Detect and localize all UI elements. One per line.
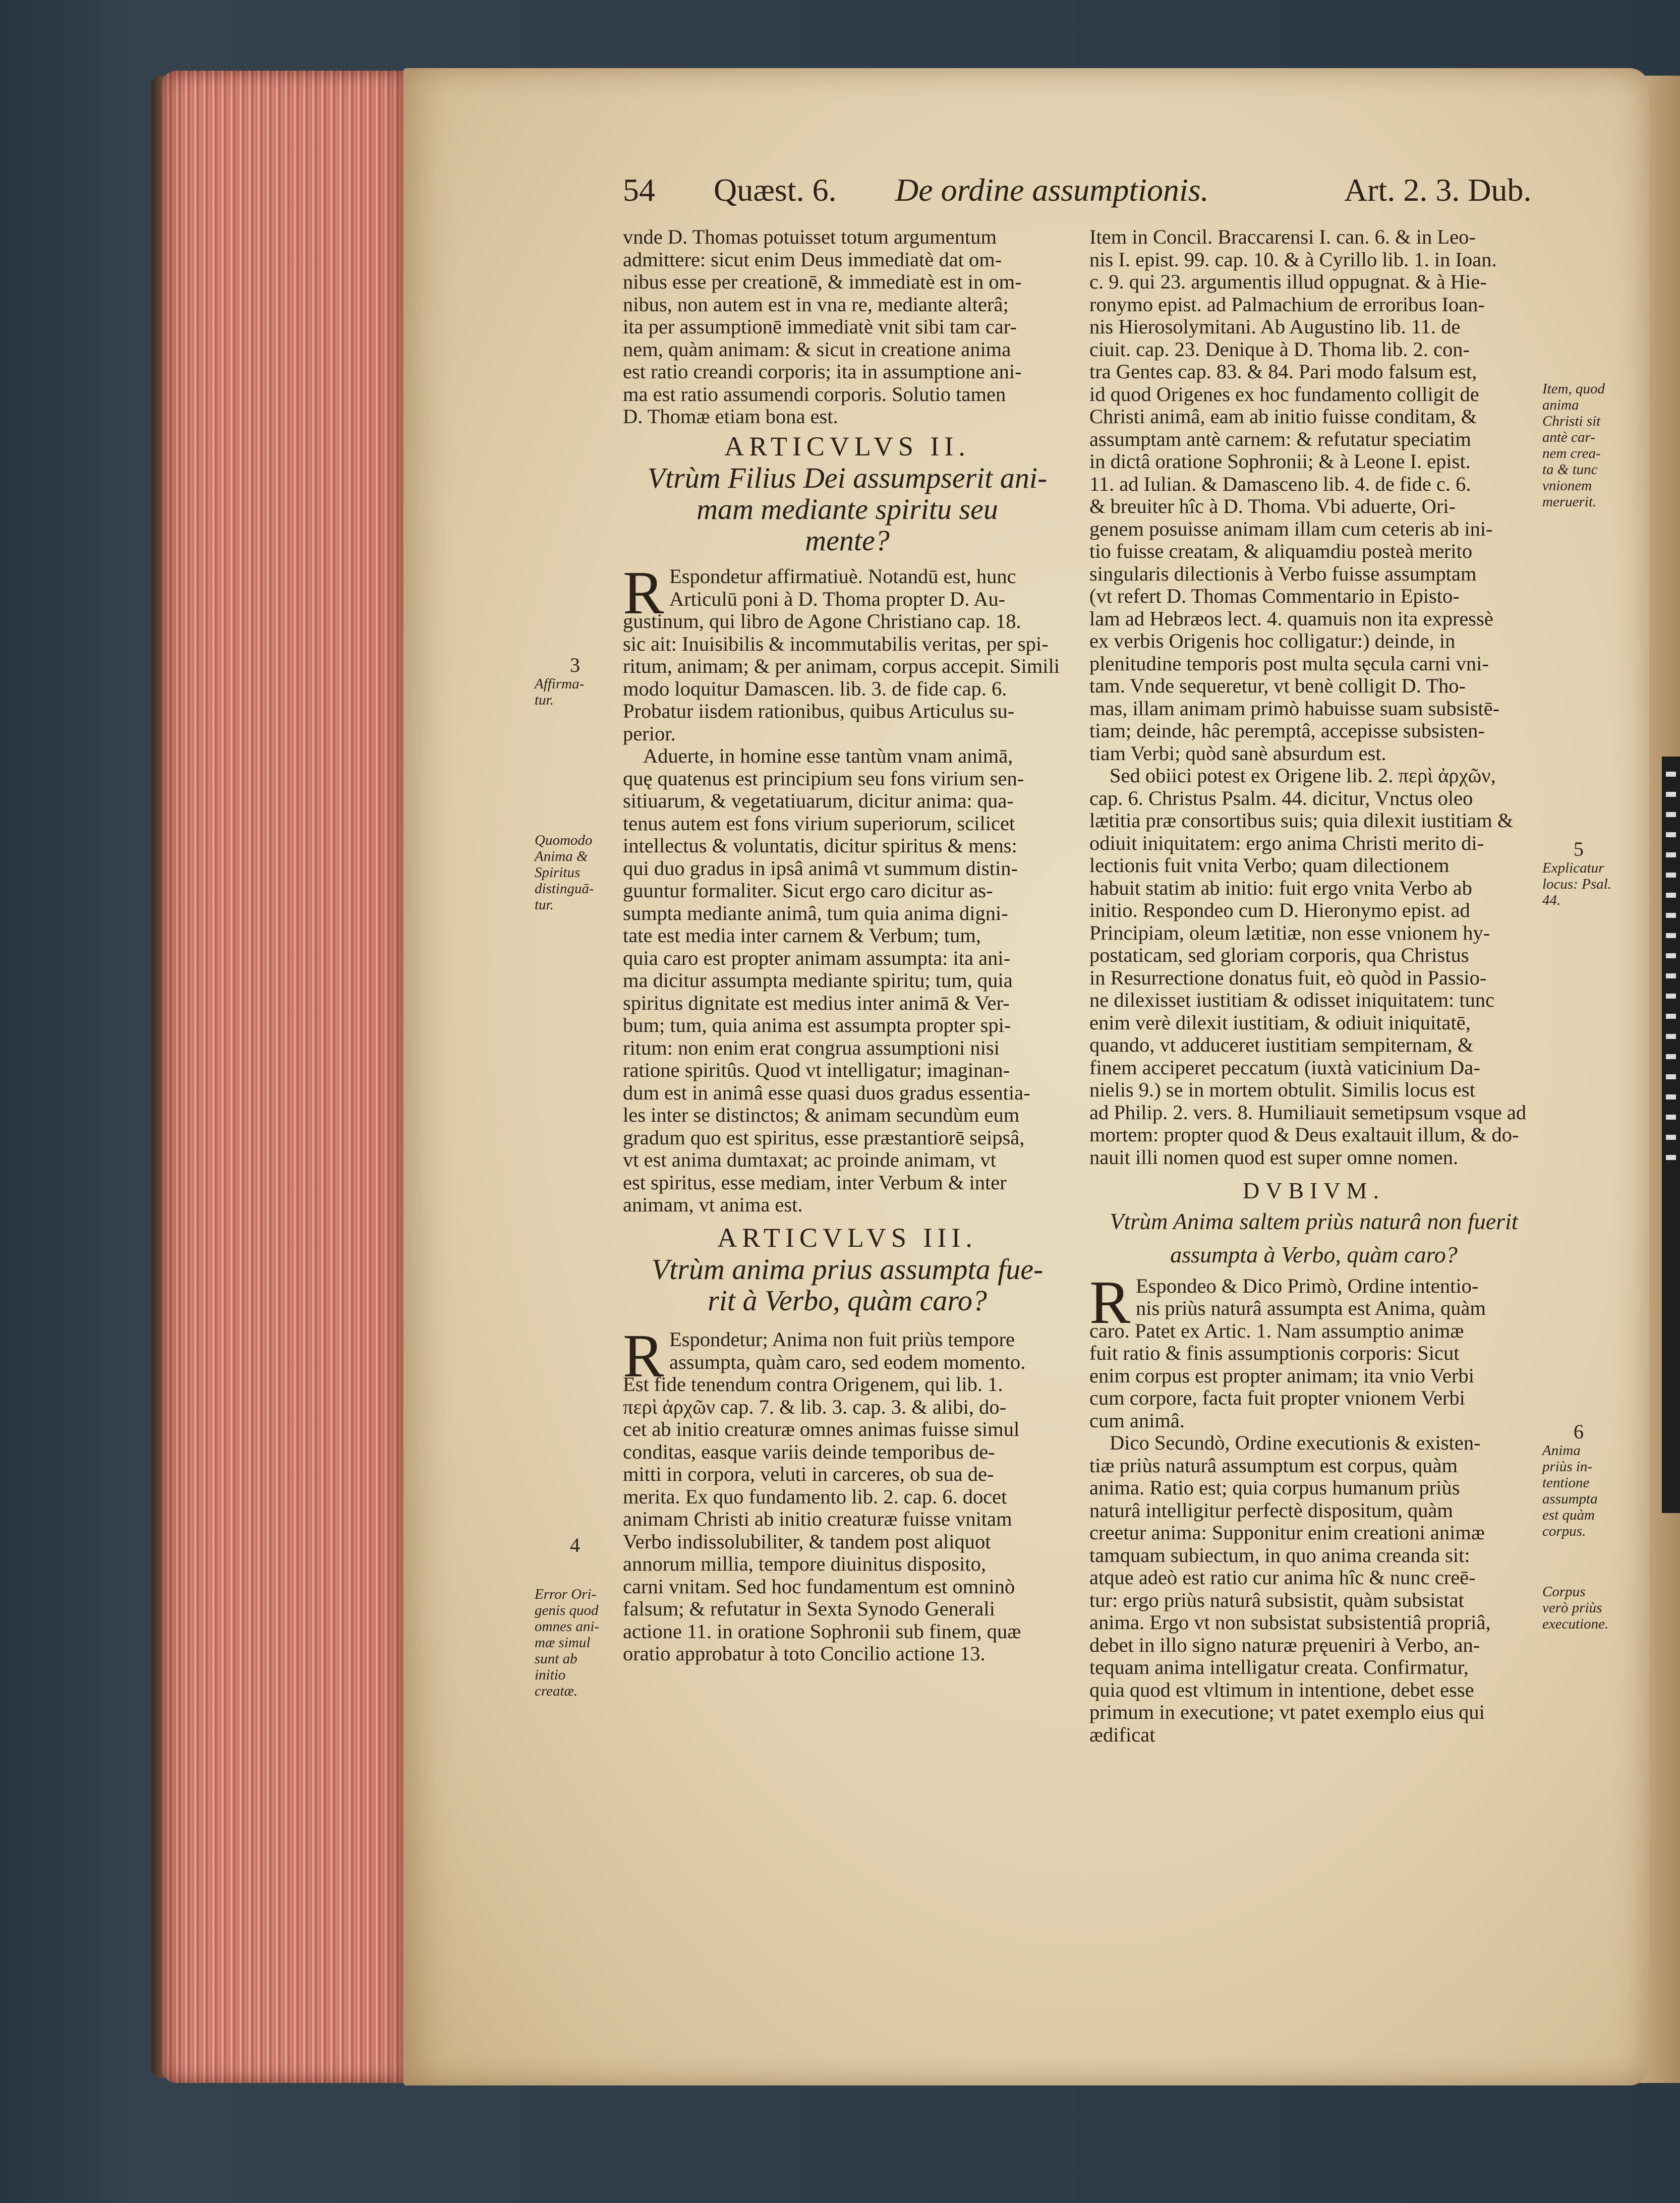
article-2-title: ARTICVLVS II. [724, 431, 970, 461]
text-line: conditas, easque variis deinde temporibus de- [623, 1440, 995, 1463]
text-line: mas, illam animam primò habuisse suam subsistē- [1089, 697, 1500, 720]
text-line: assumptam antè carnem: & refutatur speciatim [1089, 428, 1471, 450]
text-line: nis priùs naturâ assumpta est Anima, quàm [1136, 1297, 1486, 1319]
quaestio-label: Quæst. 6. [714, 172, 837, 208]
question-line: Vtrùm anima prius assumpta fue- [651, 1253, 1044, 1286]
article-2-body [623, 559, 1072, 1216]
margin-note-item-quod: Item, quod anima Christi sit antè car- nem crea- ta & tunc vnionem meruerit. [1542, 381, 1605, 510]
article-label: Art. 2. 3. Dub. [1344, 172, 1532, 208]
text-line: oratio approbatur à toto Concilio actione 13. [623, 1643, 986, 1665]
text-line: animam Christi ab initio creaturæ fuisse vnitam [623, 1508, 1012, 1530]
text-line: merita. Ex quo fundamento lib. 2. cap. 6. docet [623, 1485, 1007, 1508]
text-line: tur: ergo priùs naturâ subsistit, quàm subsistat [1089, 1589, 1464, 1611]
dropcap: R [623, 1322, 664, 1390]
text-line: enim verè dilexit iustitiam, & odiuit iniquitatē, [1089, 1011, 1471, 1034]
article-3-question [623, 1254, 1072, 1316]
text-line: & breuiter hîc à D. Thoma. Vbi aduerte, Ori- [1089, 495, 1456, 517]
text-line: id quod Origenes ex hoc fundamento colligit de [1089, 383, 1479, 405]
text-line: actione 11. in oratione Sophronii sub finem, quæ [623, 1620, 1021, 1643]
text-line: Verbo indissolubiliter, & tandem post aliquot [623, 1530, 991, 1553]
text-line: mitti in corpora, veluti in carceres, ob sua de- [623, 1463, 994, 1485]
text-line: vnde D. Thomas potuisset totum argumentum [623, 226, 997, 248]
text-line: sic ait: Inuisibilis & incommutabilis veritas, per spi- [623, 632, 1049, 655]
text-line: tiam Verbi; quòd sanè absurdum est. [1089, 742, 1386, 765]
text-line: falsum; & refutatur in Sexta Synodo Generali [623, 1598, 995, 1620]
text-line: finem acciperet peccatum (iuxtà vaticinium Da- [1089, 1056, 1480, 1079]
text-line: Item in Concil. Braccarensi I. can. 6. & in Leo- [1089, 226, 1476, 248]
text-line: ædificat [1089, 1723, 1155, 1746]
text-line: anima. Ergo vt non subsistat subsistentiâ propriâ, [1089, 1611, 1491, 1634]
article-3-title: ARTICVLVS III. [717, 1222, 977, 1253]
text-line: Sed obiici potest ex Origene lib. 2. περὶ ἀρχῶν, [1110, 765, 1496, 787]
text-line: ne dilexisset iustitiam & odisset iniquitatem: tunc [1089, 989, 1495, 1011]
text-line: quia caro est propter animam assumpta: ita ani- [623, 947, 1011, 969]
margin-number-5: 5 [1574, 838, 1584, 860]
text-line: Articulū poni à D. Thoma propter D. Au- [669, 588, 1006, 610]
text-line: anima. Ratio est; quia corpus humanum priùs [1089, 1477, 1460, 1499]
text-line: spiritus dignitate est medius inter animā & Ver- [623, 992, 1010, 1014]
text-line: ronymo epist. ad Palmachium de erroribus Ioan- [1089, 293, 1485, 316]
question-line: rit à Verbo, quàm caro? [708, 1284, 987, 1317]
text-line: Espondetur affirmatiuè. Notandū est, hunc [669, 565, 1016, 588]
text-line: vt est anima dumtaxat; ac proinde animam, vt [623, 1149, 997, 1171]
text-line: nielis 9.) se in mortem obtulit. Similis locus est [1089, 1079, 1475, 1101]
text-line: (vt refert D. Thomas Commentario in Episto- [1089, 585, 1460, 607]
text-line: tate est media inter carnem & Verbum; tum, [623, 924, 981, 947]
text-line: ciuit. cap. 23. Denique à D. Thoma lib. 2. con- [1089, 338, 1470, 361]
question-line: Vtrùm Filius Dei assumpserit ani- [647, 461, 1048, 494]
text-line: carni vnitam. Sed hoc fundamentum est omninò [623, 1575, 1015, 1598]
text-line: ita per assumptionē immediatè vnit sibi tam car- [623, 316, 1017, 338]
text-line: tequam anima intelligatur creata. Confirmatur, [1089, 1656, 1469, 1678]
text-line: guuntur formaliter. Sicut ergo caro dicitur as- [623, 880, 993, 902]
text-line: modo loquitur Damascen. lib. 3. de fide cap. 6. [623, 677, 1007, 700]
text-line: admittere: sicut enim Deus immediatè dat om- [623, 248, 1002, 271]
text-line: ma est ratio assumendi corporis. Solutio tamen [623, 383, 1006, 405]
text-line: Principiam, oleum lætitiæ, non esse vnionem hy- [1089, 921, 1490, 944]
text-line: ex verbis Origenis hoc colligatur:) deinde, in [1089, 630, 1456, 652]
text-line: qui duo gradus in ipsâ animâ vt summum distin- [623, 857, 1018, 880]
text-line: perior. [623, 722, 676, 745]
question-line: mam mediante spiritu seu [697, 493, 998, 526]
text-line: sumpta mediante animâ, tum quia anima digni- [623, 902, 1008, 924]
text-line: Espondetur; Anima non fuit priùs tempore [669, 1328, 1015, 1351]
text-line: naturâ intelligitur perfectè dispositum, quàm [1089, 1499, 1453, 1522]
text-line: singularis dilectionis à Verbo fuisse assumptam [1089, 562, 1477, 585]
text-line: cap. 6. Christus Psalm. 44. dicitur, Vnctus oleo [1089, 787, 1473, 809]
margin-note-affirmatur: Affirma- tur. [535, 676, 585, 708]
text-line: gustinum, qui libro de Agone Christiano cap. 18. [623, 610, 1021, 632]
article-2-question [623, 462, 1072, 556]
text-line: Christi animâ, eam ab initio fuisse conditam, & [1089, 405, 1477, 428]
text-line: lectionis fuit vnita Verbo; quam dilectionem [1089, 854, 1450, 877]
text-line: lætitia præ consortibus suis; quia dilexit iustitiam & [1089, 809, 1514, 832]
right-intro-text [1089, 226, 1538, 1169]
text-line: gradum quo est spiritus, esse præstantiorē seipsâ, [623, 1126, 1025, 1149]
dropcap: R [1089, 1268, 1131, 1337]
question-line: mente? [805, 524, 890, 557]
text-line: D. Thomæ etiam bona est. [623, 405, 838, 428]
margin-note-corpus-vero: Corpus verò priùs executione. [1542, 1584, 1609, 1632]
dubium-title: DVBIVM. [1242, 1178, 1385, 1203]
text-line: creetur anima: Supponitur enim creationi animæ [1089, 1522, 1485, 1544]
right-column [1089, 226, 1538, 1746]
margin-note-anima-prius: Anima priùs in- tentione assumpta est quàm corpus. [1542, 1442, 1598, 1539]
text-line: tra Gentes cap. 83. & 84. Pari modo falsum est, [1089, 361, 1477, 383]
margin-number-3: 3 [570, 654, 580, 676]
text-line: tenus autem est fons virium superiorum, scilicet [623, 812, 1015, 835]
text-line: dum est in animâ esse quasi duos gradus essentia- [623, 1081, 1030, 1104]
text-line: postaticam, sed gloriam corporis, qua Christus [1089, 944, 1469, 966]
text-line: ma dicitur assumpta mediante spiritu; tum, quia [623, 969, 1013, 992]
text-line: nibus, non autem est in vna re, mediante alterâ; [623, 293, 1009, 316]
text-line: tamquam subiectum, in quo anima creanda sit: [1089, 1544, 1470, 1567]
text-line: enim corpus est propter animam; ita vnio Verbi [1089, 1364, 1474, 1387]
text-line: Aduerte, in homine esse tantùm vnam animā, [643, 745, 1013, 767]
text-line: nem, quàm animam: & sicut in creatione anima [623, 338, 1011, 361]
text-line: atque adeò est ratio cur anima hîc & nunc creē- [1089, 1567, 1476, 1589]
text-line: Espondeo & Dico Primò, Ordine intentio- [1136, 1274, 1479, 1297]
text-line: quę quatenus est principium seu fons virium sen- [623, 767, 1024, 790]
page-number: 54 [623, 172, 655, 208]
text-line: habuit statim ab initio: fuit ergo vnita Verbo ab [1089, 877, 1472, 899]
ruler [1662, 757, 1680, 1513]
article-3-body [623, 1322, 1072, 1665]
text-line: bum; tum, quia anima est assumpta propter spi- [623, 1014, 1011, 1036]
margin-note-quomodo: Quomodo Anima & Spiritus distinguā- tur. [535, 832, 594, 913]
text-line: nis Hierosolymitani. Ab Augustino lib. 11. de [1089, 316, 1461, 338]
left-column [623, 226, 1072, 1665]
margin-note-error-origenis: Error Ori- genis quod omnes ani- mæ simul sunt ab initio creatæ. [535, 1586, 600, 1699]
text-line: in Resurrectione donatus fuit, eò quòd in Passio- [1089, 966, 1487, 989]
dropcap: R [623, 559, 664, 627]
text-line: annorum millia, tempore diuinitus disposito, [623, 1553, 986, 1575]
text-line: ratione spiritûs. Quod vt intelligatur; imaginan- [623, 1059, 1010, 1081]
dubium-question [1089, 1208, 1538, 1268]
dubium-body [1089, 1268, 1538, 1747]
text-line: Probatur iisdem rationibus, quibus Articulus su- [623, 700, 1015, 722]
text-line: plenitudine temporis post multa sęcula carni vni- [1089, 652, 1489, 675]
running-header [623, 171, 1531, 219]
question-line: Vtrùm Anima saltem priùs naturâ non fuerit [1110, 1208, 1518, 1234]
text-line: tam. Vnde sequeretur, vt benè colligit D. Tho- [1089, 675, 1466, 697]
text-line: nauit illi nomen quod est super omne nomen. [1089, 1146, 1459, 1169]
text-line: ritum, animam; & per animam, corpus accepit. Simili [623, 655, 1060, 677]
text-line: est ratio creandi corporis; ita in assumptione ani- [623, 361, 1022, 383]
text-line: nibus esse per creationē, & immediatè est in om- [623, 271, 1022, 293]
margin-number-6: 6 [1574, 1420, 1584, 1443]
text-line: debet in illo signo naturæ pręueniri à Verbo, an- [1089, 1634, 1480, 1656]
text-line: Dico Secundò, Ordine executionis & existen- [1110, 1432, 1481, 1454]
text-line: cet ab initio creaturæ omnes animas fuisse simul [623, 1418, 1020, 1440]
left-intro-text [623, 226, 1072, 428]
text-line: initio. Respondeo cum D. Hieronymo epist. ad [1089, 899, 1470, 921]
text-line: 11. ad Iulian. & Damasceno lib. 4. de fide c. 6. [1089, 473, 1471, 495]
text-line: mortem: propter quod & Deus exaltauit illum, & do- [1089, 1124, 1519, 1146]
text-line: sitiuarum, & vegetatiuarum, dicitur anima: qua- [623, 790, 1014, 812]
text-line: est spiritus, esse mediam, inter Verbum & inter [623, 1171, 1007, 1194]
text-line: cum animâ. [1089, 1409, 1185, 1432]
text-line: tiam; deinde, hâc peremptâ, accepisse subsisten- [1089, 720, 1485, 742]
margin-note-explicatur: Explicatur locus: Psal. 44. [1542, 860, 1611, 908]
text-line: lam ad Hebræos lect. 4. quamuis non ita expressè [1089, 607, 1493, 630]
page-edges-red [161, 71, 414, 2083]
text-line: intellectus & voluntatis, dicitur spiritus & mens: [623, 835, 1017, 857]
text-line: ad Philip. 2. vers. 8. Humiliauit semetipsum vsque ad [1089, 1101, 1527, 1124]
text-line: in dictâ oratione Sophronii; & à Leone I. epist. [1089, 450, 1471, 473]
text-line: primum in executione; vt patet exemplo eius qui [1089, 1701, 1485, 1723]
text-line: quia quod est vltimum in intentione, debet esse [1089, 1678, 1474, 1701]
text-line: περὶ ἀρχῶν cap. 7. & lib. 3. cap. 3. & alibi, do- [623, 1396, 1007, 1418]
text-line: c. 9. qui 23. argumentis illud oppugnat. & à Hie- [1089, 271, 1487, 293]
text-line: ritum: non enim erat congrua assumptioni nisi [623, 1036, 1000, 1059]
text-line: assumpta, quàm caro, sed eodem momento. [669, 1351, 1026, 1373]
text-line: nis I. epist. 99. cap. 10. & à Cyrillo lib. 1. in Ioan. [1089, 248, 1497, 271]
text-line: tiæ priùs naturâ assumptum est corpus, quàm [1089, 1454, 1458, 1477]
text-line: quando, vt adduceret iustitiam sempiternam, & [1089, 1034, 1474, 1056]
text-line: les inter se distinctos; & animam secundùm eum [623, 1104, 1020, 1126]
text-line: genem posuisse animam illam cum ceteris ab ini- [1089, 517, 1493, 540]
text-line: caro. Patet ex Artic. 1. Nam assumptio animæ [1089, 1319, 1464, 1342]
question-line: assumpta à Verbo, quàm caro? [1170, 1241, 1458, 1267]
text-line: tio fuisse creatam, & aliquamdiu posteà merito [1089, 540, 1473, 562]
text-line: fuit ratio & finis assumptionis corporis: Sicut [1089, 1342, 1460, 1364]
text-line: cum corpore, facta fuit propter vnionem Verbi [1089, 1387, 1465, 1409]
text-line: odiuit iniquitatem: ergo anima Christi merito di- [1089, 832, 1484, 854]
margin-number-4: 4 [570, 1534, 580, 1556]
text-line: Est fide tenendum contra Origenem, qui lib. 1. [623, 1373, 1003, 1396]
text-line: animam, vt anima est. [623, 1194, 803, 1216]
header-title: De ordine assumptionis. [895, 172, 1209, 208]
